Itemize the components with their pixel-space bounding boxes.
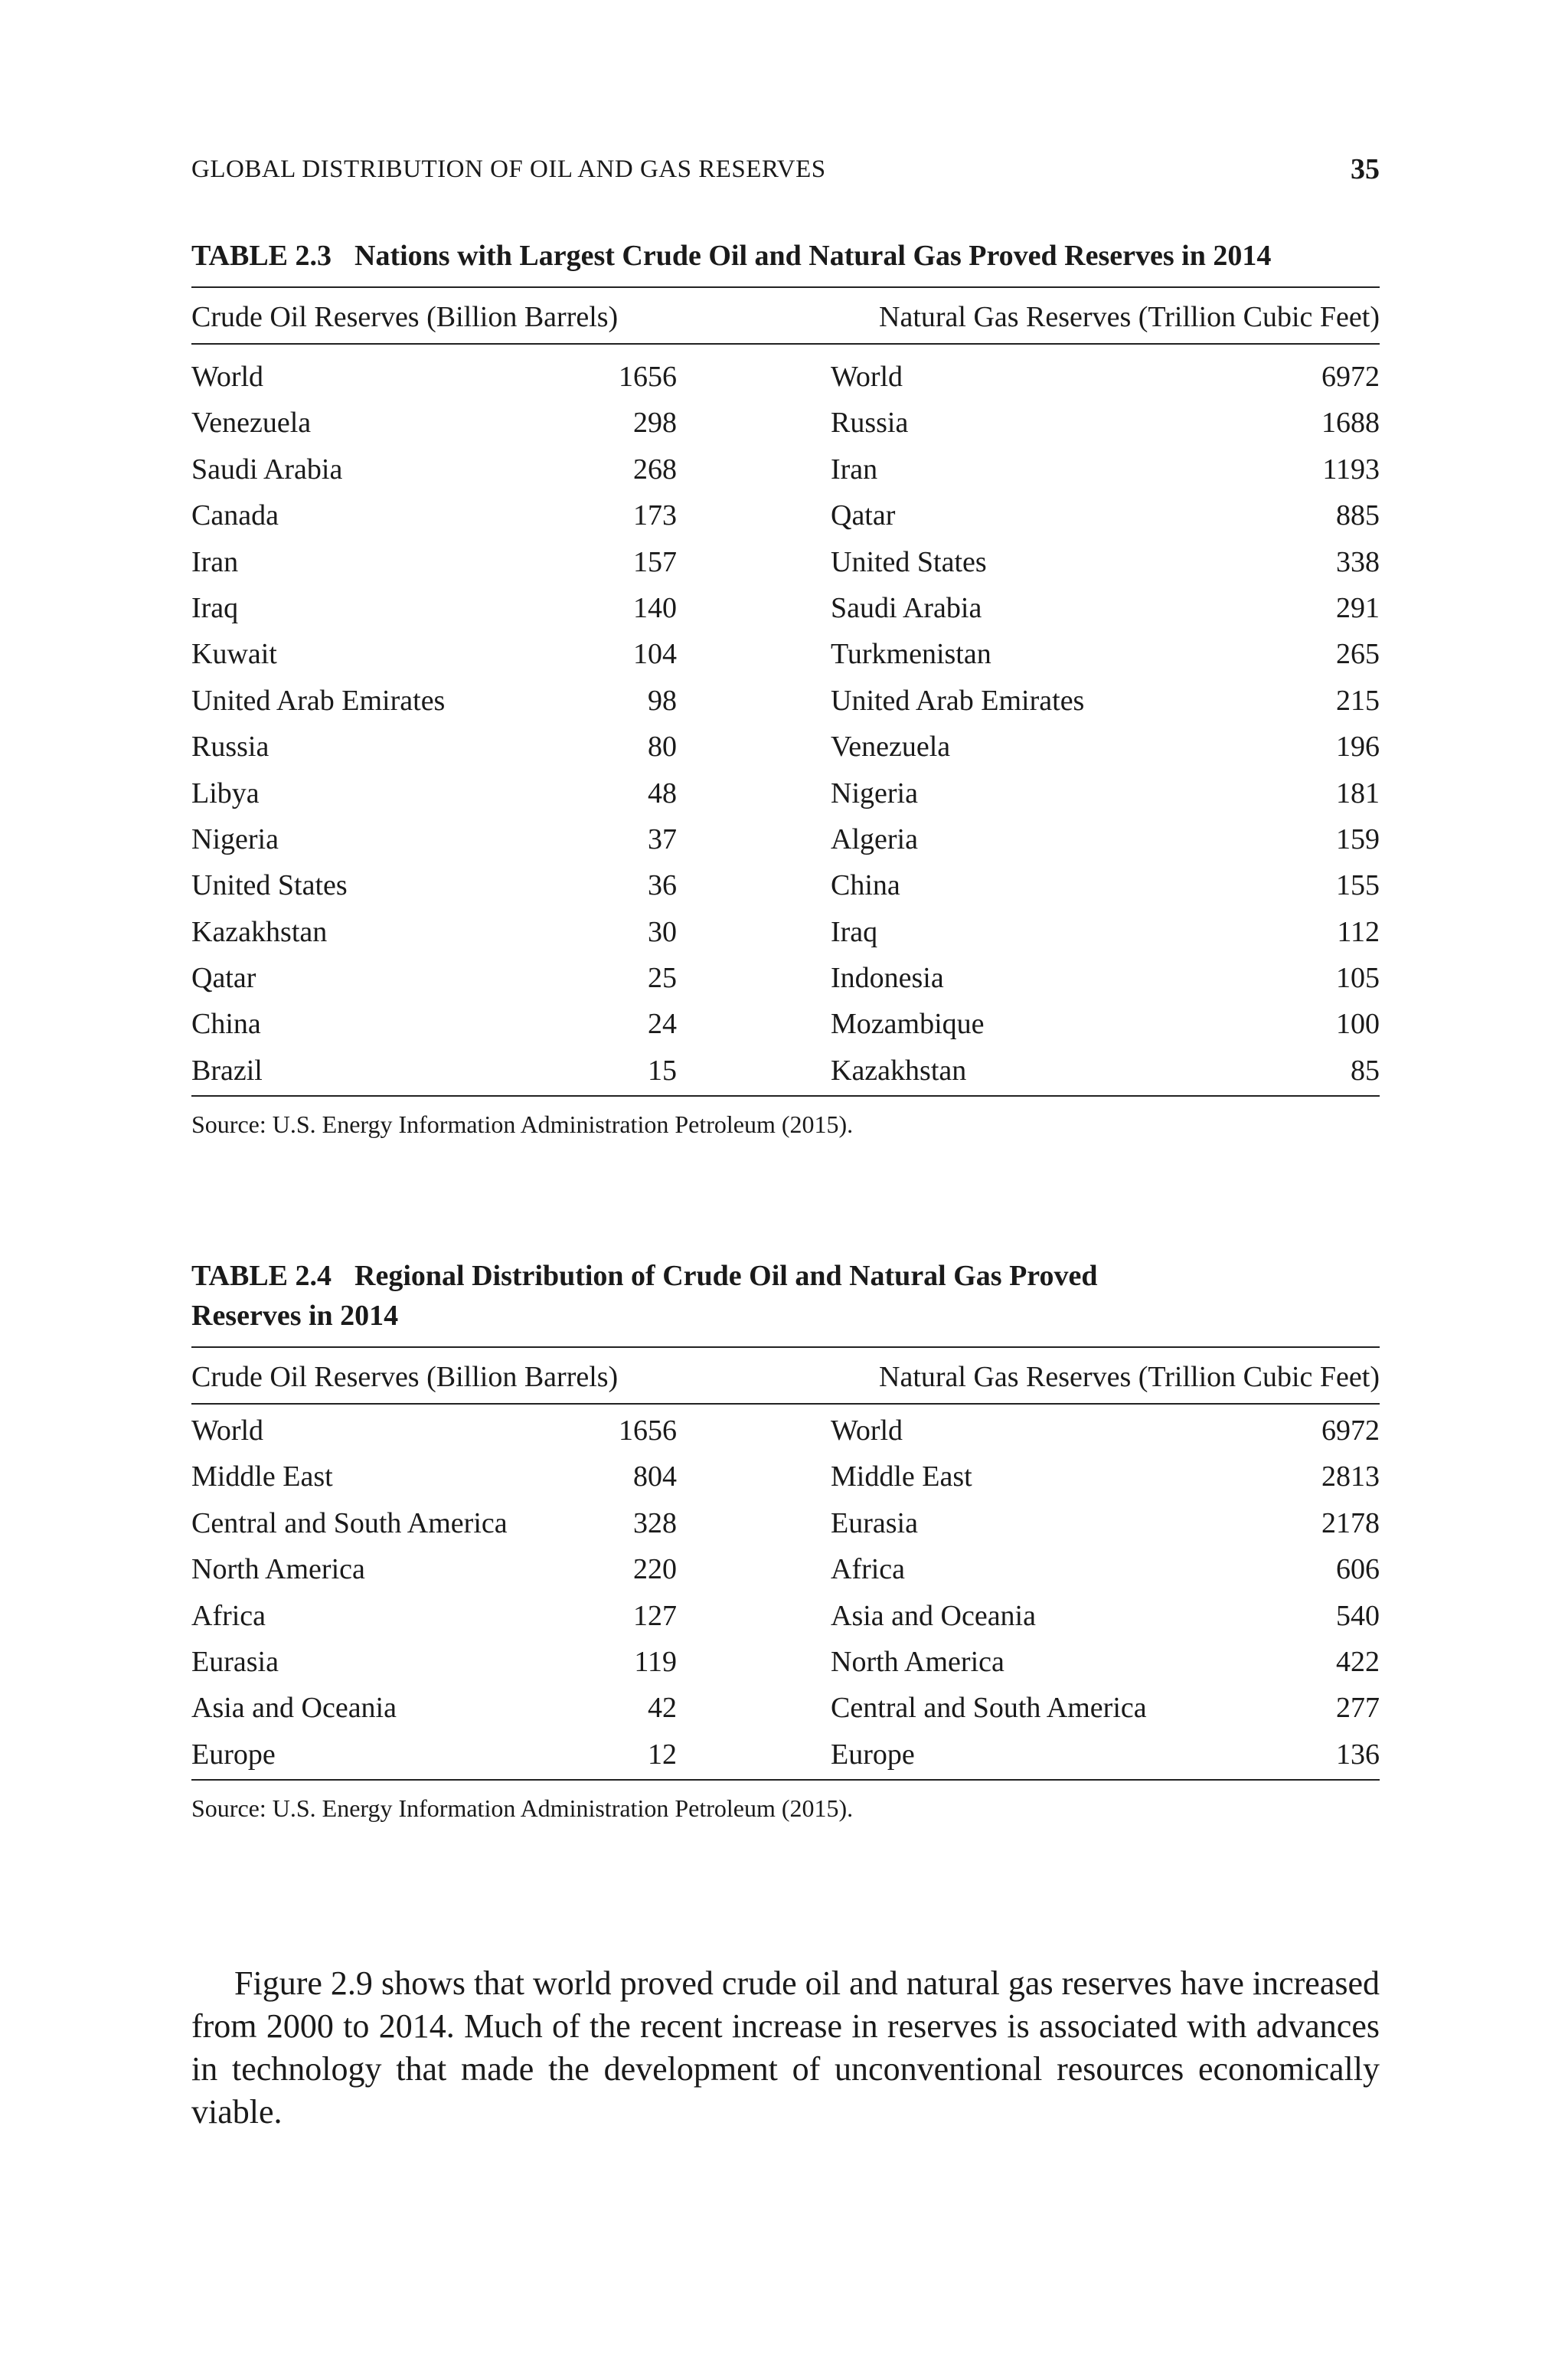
table-row [191, 1732, 1380, 1778]
oil-value-cell: 157 [633, 545, 677, 578]
oil-value-cell: 37 [648, 823, 677, 855]
oil-name-cell: Qatar [191, 962, 256, 995]
table-row [191, 724, 1380, 770]
gas-name-cell: Russia [831, 407, 909, 440]
oil-name-cell: Africa [191, 1599, 266, 1632]
gas-value-cell: 291 [1336, 591, 1380, 624]
oil-name-cell: Venezuela [191, 407, 312, 440]
gas-value-cell: 265 [1336, 638, 1380, 671]
gas-name-cell: Iran [831, 453, 878, 486]
oil-name-cell: Eurasia [191, 1645, 279, 1678]
oil-name-cell: Europe [191, 1738, 276, 1771]
table-row [191, 770, 1380, 816]
oil-name-cell: Asia and Oceania [191, 1692, 397, 1725]
table-row [191, 1048, 1380, 1094]
table-source: Source: U.S. Energy Information Administration Petroleum (2015). [191, 1110, 854, 1139]
table-label: TABLE 2.4 [191, 1260, 332, 1292]
oil-value-cell: 12 [648, 1738, 677, 1771]
oil-value-cell: 24 [648, 1008, 677, 1041]
gas-name-cell: North America [831, 1645, 1004, 1678]
table-caption [191, 236, 1380, 276]
gas-name-cell: World [831, 361, 903, 393]
gas-value-cell: 6972 [1321, 1415, 1380, 1447]
table-row [191, 446, 1380, 492]
gas-name-cell: Saudi Arabia [831, 591, 982, 624]
oil-value-cell: 220 [633, 1553, 677, 1586]
gas-value-cell: 606 [1336, 1553, 1380, 1586]
table-row [191, 909, 1380, 955]
table-row [191, 1685, 1380, 1731]
gas-value-cell: 100 [1336, 1008, 1380, 1041]
oil-value-cell: 298 [633, 407, 677, 440]
oil-value-cell: 127 [633, 1599, 677, 1632]
table-row [191, 400, 1380, 446]
oil-name-cell: Iraq [191, 591, 239, 624]
gas-name-cell: Eurasia [831, 1506, 918, 1539]
oil-value-cell: 1656 [619, 1415, 677, 1447]
table-row [191, 955, 1380, 1001]
table-title: Nations with Largest Crude Oil and Natural Gas Proved Reserves in 2014 [354, 240, 1272, 272]
gas-value-cell: 155 [1336, 869, 1380, 902]
oil-value-cell: 25 [648, 962, 677, 995]
gas-value-cell: 196 [1336, 731, 1380, 764]
oil-name-cell: North America [191, 1553, 365, 1586]
oil-value-cell: 1656 [619, 361, 677, 393]
table-body [191, 1405, 1380, 1778]
gas-value-cell: 85 [1351, 1054, 1380, 1087]
oil-name-cell: Kazakhstan [191, 915, 328, 948]
bottom-rule [191, 1779, 1380, 1781]
oil-value-cell: 173 [633, 499, 677, 532]
table-title-line2: Reserves in 2014 [191, 1300, 399, 1332]
table-row [191, 354, 1380, 400]
table-row [191, 1408, 1380, 1454]
oil-name-cell: Iran [191, 545, 239, 578]
table-row [191, 816, 1380, 862]
oil-name-cell: Brazil [191, 1054, 263, 1087]
gas-value-cell: 1688 [1321, 407, 1380, 440]
gas-value-cell: 112 [1337, 915, 1380, 948]
oil-name-cell: Russia [191, 731, 270, 764]
running-header [191, 155, 1380, 192]
bottom-rule [191, 1095, 1380, 1097]
running-title: GLOBAL DISTRIBUTION OF OIL AND GAS RESERVES [191, 155, 826, 183]
oil-value-cell: 268 [633, 453, 677, 486]
table-2-4 [191, 1256, 1380, 1823]
gas-name-cell: Nigeria [831, 777, 918, 810]
oil-value-cell: 119 [634, 1645, 677, 1678]
gas-value-cell: 105 [1336, 962, 1380, 995]
table-row [191, 1639, 1380, 1685]
gas-value-cell: 277 [1336, 1692, 1380, 1725]
table-row [191, 1454, 1380, 1500]
gas-name-cell: Iraq [831, 915, 878, 948]
gas-name-cell: Middle East [831, 1460, 972, 1493]
oil-value-cell: 15 [648, 1054, 677, 1087]
table-row [191, 1546, 1380, 1592]
column-header-row [191, 288, 1380, 346]
page-number: 35 [1351, 153, 1380, 185]
gas-name-cell: World [831, 1415, 903, 1447]
gas-value-cell: 136 [1336, 1738, 1380, 1771]
gas-name-cell: Asia and Oceania [831, 1599, 1036, 1632]
gas-name-cell: Algeria [831, 823, 918, 855]
gas-value-cell: 159 [1336, 823, 1380, 855]
table-title-line1: Regional Distribution of Crude Oil and Natural Gas Proved [354, 1260, 1098, 1292]
oil-name-cell: United States [191, 869, 348, 902]
gas-value-cell: 6972 [1321, 361, 1380, 393]
oil-value-cell: 328 [633, 1506, 677, 1539]
gas-value-cell: 215 [1336, 684, 1380, 717]
oil-name-cell: Kuwait [191, 638, 277, 671]
oil-value-cell: 104 [633, 638, 677, 671]
gas-name-cell: United States [831, 545, 987, 578]
gas-value-cell: 181 [1336, 777, 1380, 810]
table-row [191, 1593, 1380, 1639]
table-row [191, 678, 1380, 724]
oil-value-cell: 42 [648, 1692, 677, 1725]
gas-name-cell: Turkmenistan [831, 638, 991, 671]
oil-name-cell: United Arab Emirates [191, 684, 446, 717]
table-row [191, 862, 1380, 908]
table-row [191, 1001, 1380, 1047]
gas-value-cell: 2178 [1321, 1506, 1380, 1539]
oil-name-cell: Saudi Arabia [191, 453, 343, 486]
table-row [191, 1500, 1380, 1546]
oil-column-header: Crude Oil Reserves (Billion Barrels) [191, 1361, 619, 1393]
gas-name-cell: China [831, 869, 900, 902]
gas-value-cell: 540 [1336, 1599, 1380, 1632]
table-row [191, 492, 1380, 538]
table-2-3 [191, 236, 1380, 1139]
gas-name-cell: United Arab Emirates [831, 684, 1085, 717]
table-caption [191, 1256, 1380, 1336]
gas-name-cell: Europe [831, 1738, 915, 1771]
oil-value-cell: 98 [648, 684, 677, 717]
table-row [191, 539, 1380, 585]
oil-name-cell: Canada [191, 499, 279, 532]
oil-name-cell: Middle East [191, 1460, 333, 1493]
table-row [191, 631, 1380, 677]
oil-name-cell: China [191, 1008, 261, 1041]
gas-name-cell: Kazakhstan [831, 1054, 967, 1087]
column-header-row [191, 1348, 1380, 1406]
table-label: TABLE 2.3 [191, 240, 332, 272]
oil-name-cell: Nigeria [191, 823, 279, 855]
oil-name-cell: Libya [191, 777, 260, 810]
oil-value-cell: 80 [648, 731, 677, 764]
gas-name-cell: Indonesia [831, 962, 944, 995]
gas-name-cell: Qatar [831, 499, 896, 532]
oil-value-cell: 36 [648, 869, 677, 902]
table-row [191, 585, 1380, 631]
gas-name-cell: Africa [831, 1553, 906, 1586]
oil-name-cell: World [191, 1415, 264, 1447]
oil-column-header: Crude Oil Reserves (Billion Barrels) [191, 301, 619, 333]
oil-value-cell: 48 [648, 777, 677, 810]
oil-value-cell: 804 [633, 1460, 677, 1493]
gas-name-cell: Venezuela [831, 731, 951, 764]
body-paragraph: Figure 2.9 shows that world proved crude oil and natural gas reserves have increased from 2000 to 2014. Much of the recent increase in reserves is associated with advances in technology that made the development of unconventional resources economically viable. [191, 1964, 1380, 2131]
gas-name-cell: Mozambique [831, 1008, 985, 1041]
table-body [191, 345, 1380, 1094]
gas-value-cell: 885 [1336, 499, 1380, 532]
gas-column-header: Natural Gas Reserves (Trillion Cubic Feet) [879, 1361, 1380, 1393]
gas-value-cell: 2813 [1321, 1460, 1380, 1493]
gas-value-cell: 422 [1336, 1645, 1380, 1678]
oil-name-cell: Central and South America [191, 1506, 508, 1539]
oil-value-cell: 30 [648, 915, 677, 948]
table-source: Source: U.S. Energy Information Administration Petroleum (2015). [191, 1794, 854, 1823]
gas-column-header: Natural Gas Reserves (Trillion Cubic Feet) [879, 301, 1380, 333]
gas-value-cell: 338 [1336, 545, 1380, 578]
oil-value-cell: 140 [633, 591, 677, 624]
gas-name-cell: Central and South America [831, 1692, 1147, 1725]
oil-name-cell: World [191, 361, 264, 393]
gas-value-cell: 1193 [1322, 453, 1380, 486]
